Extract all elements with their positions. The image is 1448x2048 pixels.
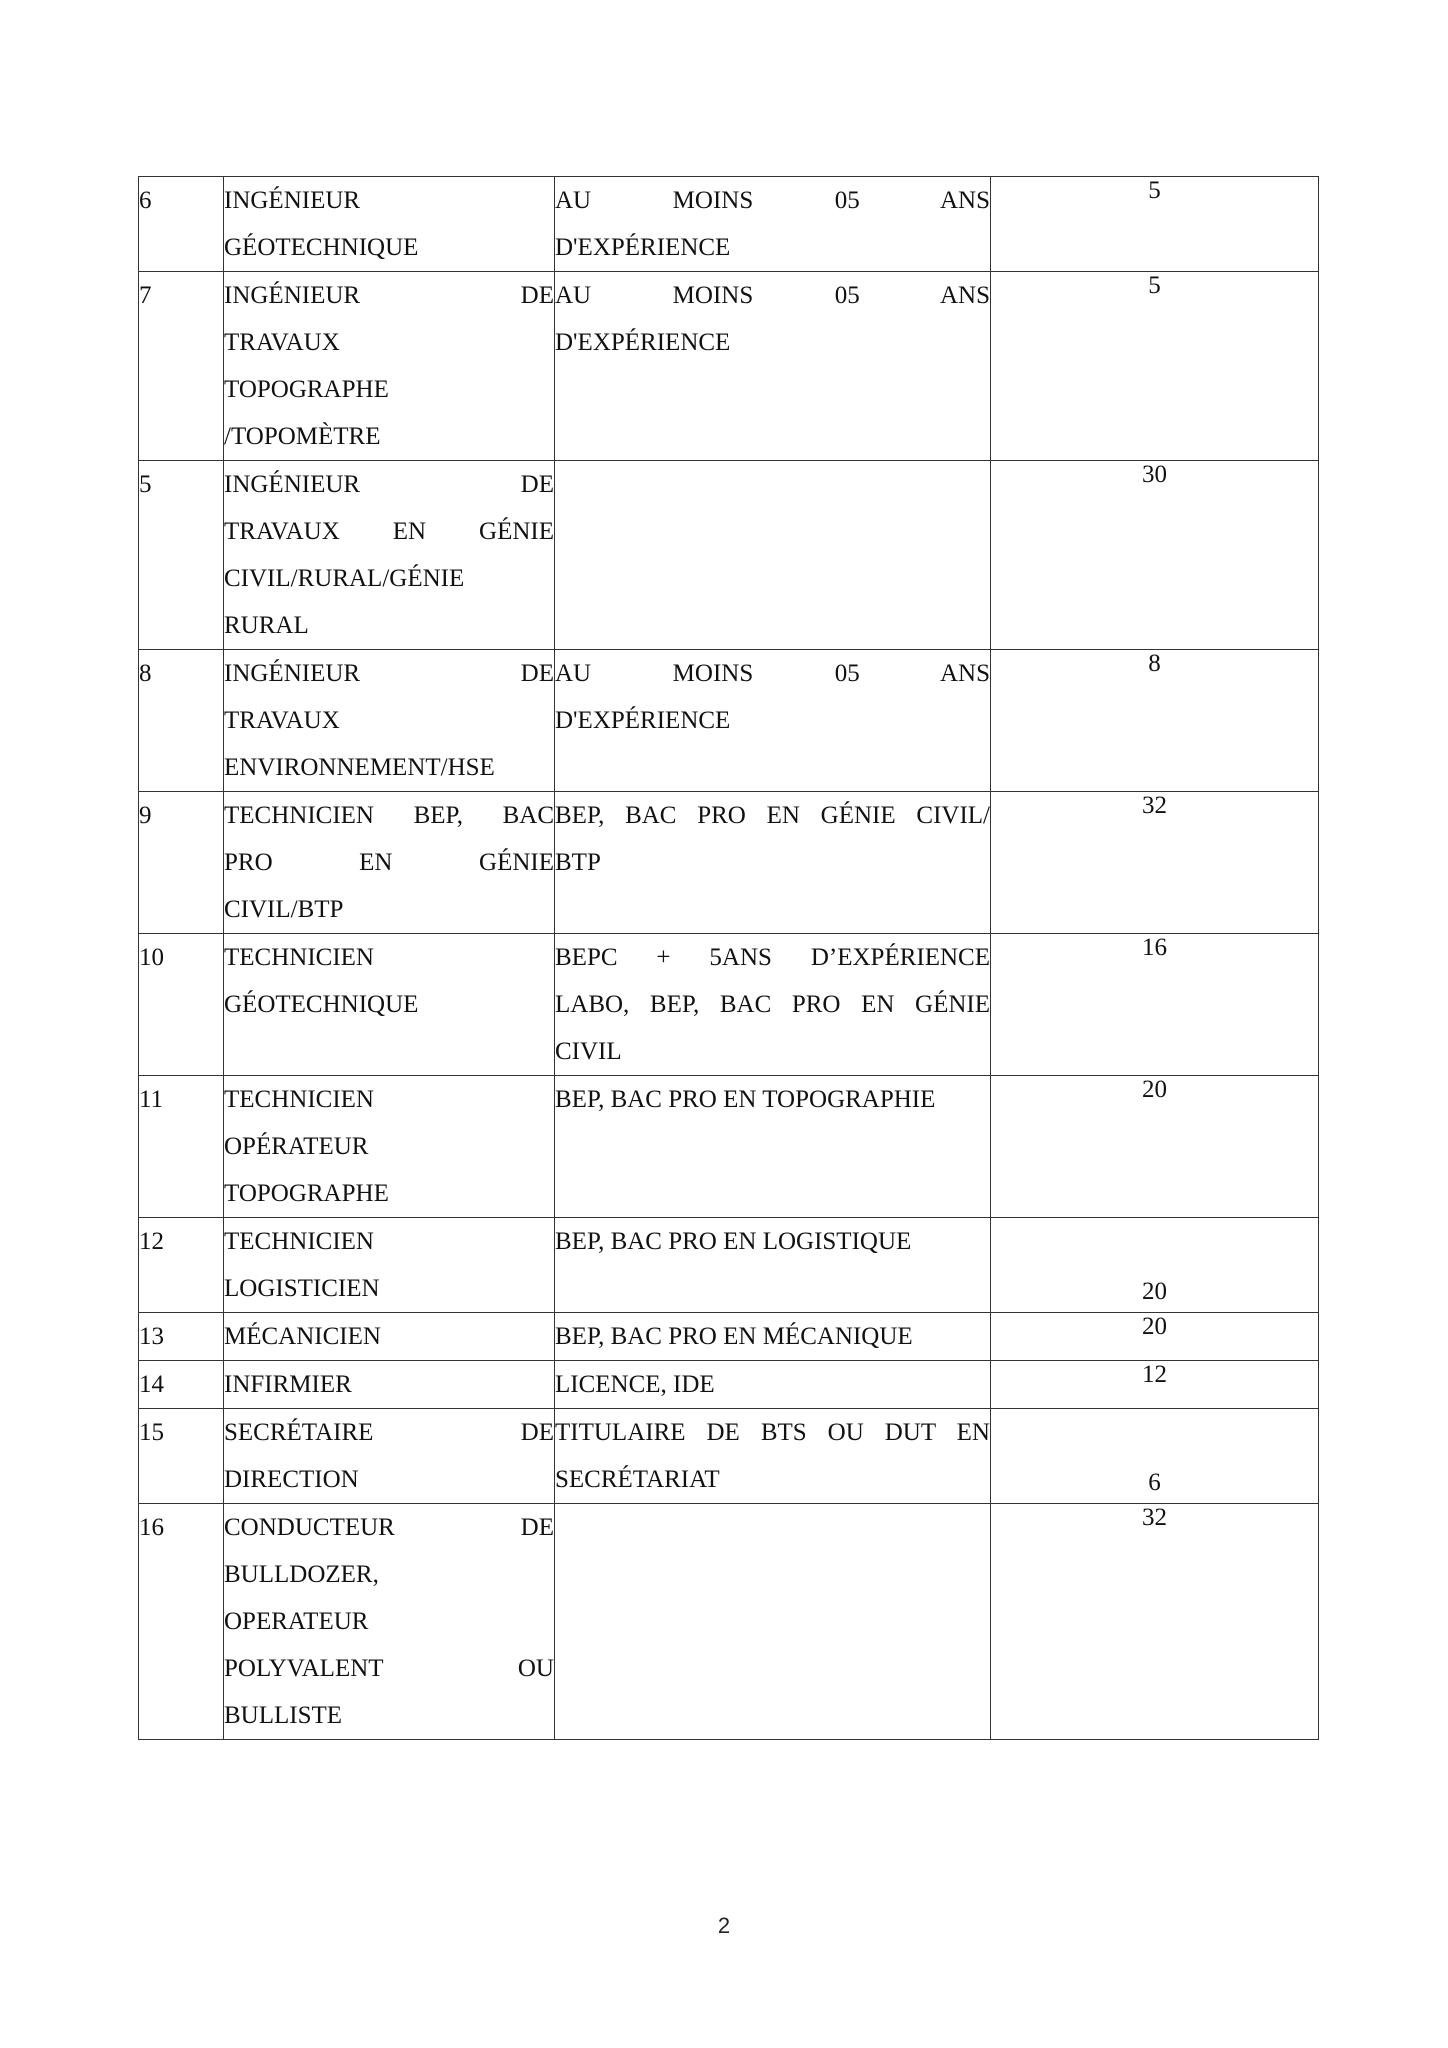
headcount-value: 20	[1142, 1313, 1167, 1340]
row-number-cell	[139, 1361, 224, 1409]
row-number-cell	[139, 1504, 224, 1740]
headcount-value: 16	[1142, 934, 1167, 961]
headcount-cell	[991, 1409, 1319, 1504]
position-title-line: BULLDOZER,	[224, 1561, 379, 1588]
row-number-cell	[139, 272, 224, 461]
requirements-line: TITULAIRE DE BTS OU DUT EN	[555, 1419, 990, 1446]
headcount-value: 5	[1148, 272, 1161, 299]
requirements-line: D'EXPÉRIENCE	[555, 707, 731, 734]
requirements-cell	[555, 1361, 991, 1409]
position-title-line: TECHNICIEN	[224, 944, 374, 971]
position-title-cell	[224, 1218, 555, 1313]
requirements-line: BTP	[555, 849, 601, 876]
position-title-cell	[224, 1409, 555, 1504]
row-number: 5	[139, 471, 152, 498]
requirements-line: BEP, BAC PRO EN GÉNIE CIVIL/	[555, 802, 990, 829]
position-title-line: CONDUCTEUR DE	[224, 1514, 554, 1541]
position-title-line: LOGISTICIEN	[224, 1275, 380, 1302]
requirements-line: D'EXPÉRIENCE	[555, 329, 731, 356]
position-title-line: DIRECTION	[224, 1466, 359, 1493]
requirements-line: LABO, BEP, BAC PRO EN GÉNIE	[555, 991, 990, 1018]
row-number: 8	[139, 660, 152, 687]
position-title-line: TECHNICIEN BEP, BAC	[224, 802, 554, 829]
position-title-line: CIVIL/RURAL/GÉNIE	[224, 565, 465, 592]
row-number-cell	[139, 177, 224, 272]
headcount-value: 32	[1142, 792, 1167, 819]
headcount-cell	[991, 177, 1319, 272]
position-title-line: TOPOGRAPHE	[224, 1180, 389, 1207]
headcount-value: 32	[1142, 1504, 1167, 1531]
position-title-line: INGÉNIEUR DE	[224, 471, 554, 498]
requirements-line: BEP, BAC PRO EN LOGISTIQUE	[555, 1228, 912, 1255]
position-title-line: TECHNICIEN	[224, 1228, 374, 1255]
table-row	[139, 934, 1319, 1076]
requirements-line: BEP, BAC PRO EN TOPOGRAPHIE	[555, 1086, 936, 1113]
requirements-cell	[555, 177, 991, 272]
position-title-line: TOPOGRAPHE	[224, 376, 389, 403]
position-title-line: MÉCANICIEN	[224, 1323, 381, 1350]
table-row	[139, 177, 1319, 272]
requirements-line: BEP, BAC PRO EN MÉCANIQUE	[555, 1323, 913, 1350]
position-title-cell	[224, 792, 555, 934]
row-number-cell	[139, 792, 224, 934]
position-title-line: GÉOTECHNIQUE	[224, 234, 419, 261]
requirements-line: LICENCE, IDE	[555, 1371, 715, 1398]
headcount-cell	[991, 1218, 1319, 1313]
headcount-cell	[991, 650, 1319, 792]
table-row	[139, 792, 1319, 934]
headcount-value: 8	[1148, 650, 1161, 677]
position-title-line: TRAVAUX EN GÉNIE	[224, 518, 554, 545]
table-row	[139, 272, 1319, 461]
requirements-cell	[555, 272, 991, 461]
position-title-line: /TOPOMÈTRE	[224, 423, 381, 450]
position-title-cell	[224, 272, 555, 461]
row-number: 11	[139, 1086, 164, 1113]
row-number: 13	[139, 1323, 164, 1350]
position-title-line: TRAVAUX	[224, 329, 340, 356]
position-title-line: SECRÉTAIRE DE	[224, 1419, 554, 1446]
headcount-value: 20	[1142, 1076, 1167, 1103]
requirements-line: BEPC + 5ANS D’EXPÉRIENCE	[555, 944, 990, 971]
position-title-line: RURAL	[224, 612, 309, 639]
row-number-cell	[139, 650, 224, 792]
headcount-cell	[991, 934, 1319, 1076]
table-row	[139, 461, 1319, 650]
requirements-cell	[555, 1313, 991, 1361]
row-number: 14	[139, 1371, 164, 1398]
requirements-cell	[555, 461, 991, 650]
row-number-cell	[139, 1076, 224, 1218]
headcount-value: 5	[1148, 177, 1161, 204]
position-title-line: OPÉRATEUR	[224, 1133, 369, 1160]
headcount-value: 30	[1142, 461, 1167, 488]
row-number-cell	[139, 1409, 224, 1504]
requirements-cell	[555, 650, 991, 792]
requirements-cell	[555, 1218, 991, 1313]
table-row	[139, 1504, 1319, 1740]
requirements-cell	[555, 934, 991, 1076]
position-title-cell	[224, 1076, 555, 1218]
row-number: 7	[139, 282, 152, 309]
position-title-line: INGÉNIEUR DE	[224, 660, 554, 687]
position-title-line: PRO EN GÉNIE	[224, 849, 554, 876]
position-title-cell	[224, 177, 555, 272]
headcount-cell	[991, 461, 1319, 650]
row-number: 15	[139, 1419, 164, 1446]
row-number: 6	[139, 187, 152, 214]
position-title-cell	[224, 1361, 555, 1409]
requirements-line: AU MOINS 05 ANS	[555, 660, 990, 687]
requirements-line: CIVIL	[555, 1038, 622, 1065]
position-title-line: TRAVAUX	[224, 707, 340, 734]
requirements-line: AU MOINS 05 ANS	[555, 187, 990, 214]
requirements-line: AU MOINS 05 ANS	[555, 282, 990, 309]
position-title-cell	[224, 1313, 555, 1361]
headcount-value: 12	[1142, 1361, 1167, 1388]
position-title-line: GÉOTECHNIQUE	[224, 991, 419, 1018]
position-title-cell	[224, 1504, 555, 1740]
headcount-cell	[991, 1076, 1319, 1218]
row-number: 12	[139, 1228, 164, 1255]
headcount-cell	[991, 1313, 1319, 1361]
requirements-cell	[555, 1409, 991, 1504]
position-title-cell	[224, 934, 555, 1076]
requirements-cell	[555, 1076, 991, 1218]
table-row	[139, 1313, 1319, 1361]
table-row	[139, 1409, 1319, 1504]
headcount-cell	[991, 272, 1319, 461]
row-number-cell	[139, 1313, 224, 1361]
positions-table	[138, 176, 1319, 1740]
headcount-value: 6	[1148, 1469, 1161, 1496]
position-title-line: INFIRMIER	[224, 1371, 352, 1398]
position-title-line: OPERATEUR	[224, 1608, 369, 1635]
requirements-cell	[555, 1504, 991, 1740]
position-title-line: ENVIRONNEMENT/HSE	[224, 754, 495, 781]
headcount-cell	[991, 1361, 1319, 1409]
requirements-line: D'EXPÉRIENCE	[555, 234, 731, 261]
row-number-cell	[139, 934, 224, 1076]
table-row	[139, 1076, 1319, 1218]
table-row	[139, 650, 1319, 792]
requirements-cell	[555, 792, 991, 934]
position-title-line: CIVIL/BTP	[224, 896, 344, 923]
headcount-cell	[991, 1504, 1319, 1740]
position-title-line: INGÉNIEUR DE	[224, 282, 554, 309]
table-row	[139, 1361, 1319, 1409]
position-title-line: BULLISTE	[224, 1702, 343, 1729]
page-number: 2	[717, 1913, 731, 1938]
headcount-cell	[991, 792, 1319, 934]
position-title-line: TECHNICIEN	[224, 1086, 374, 1113]
positions-table-body	[139, 177, 1319, 1740]
requirements-line: SECRÉTARIAT	[555, 1466, 720, 1493]
position-title-line: INGÉNIEUR	[224, 187, 361, 214]
position-title-line: POLYVALENT OU	[224, 1655, 554, 1682]
row-number-cell	[139, 1218, 224, 1313]
row-number: 9	[139, 802, 152, 829]
table-row	[139, 1218, 1319, 1313]
headcount-value: 20	[1142, 1278, 1167, 1305]
position-title-cell	[224, 650, 555, 792]
row-number: 16	[139, 1514, 164, 1541]
row-number: 10	[139, 944, 164, 971]
position-title-cell	[224, 461, 555, 650]
row-number-cell	[139, 461, 224, 650]
